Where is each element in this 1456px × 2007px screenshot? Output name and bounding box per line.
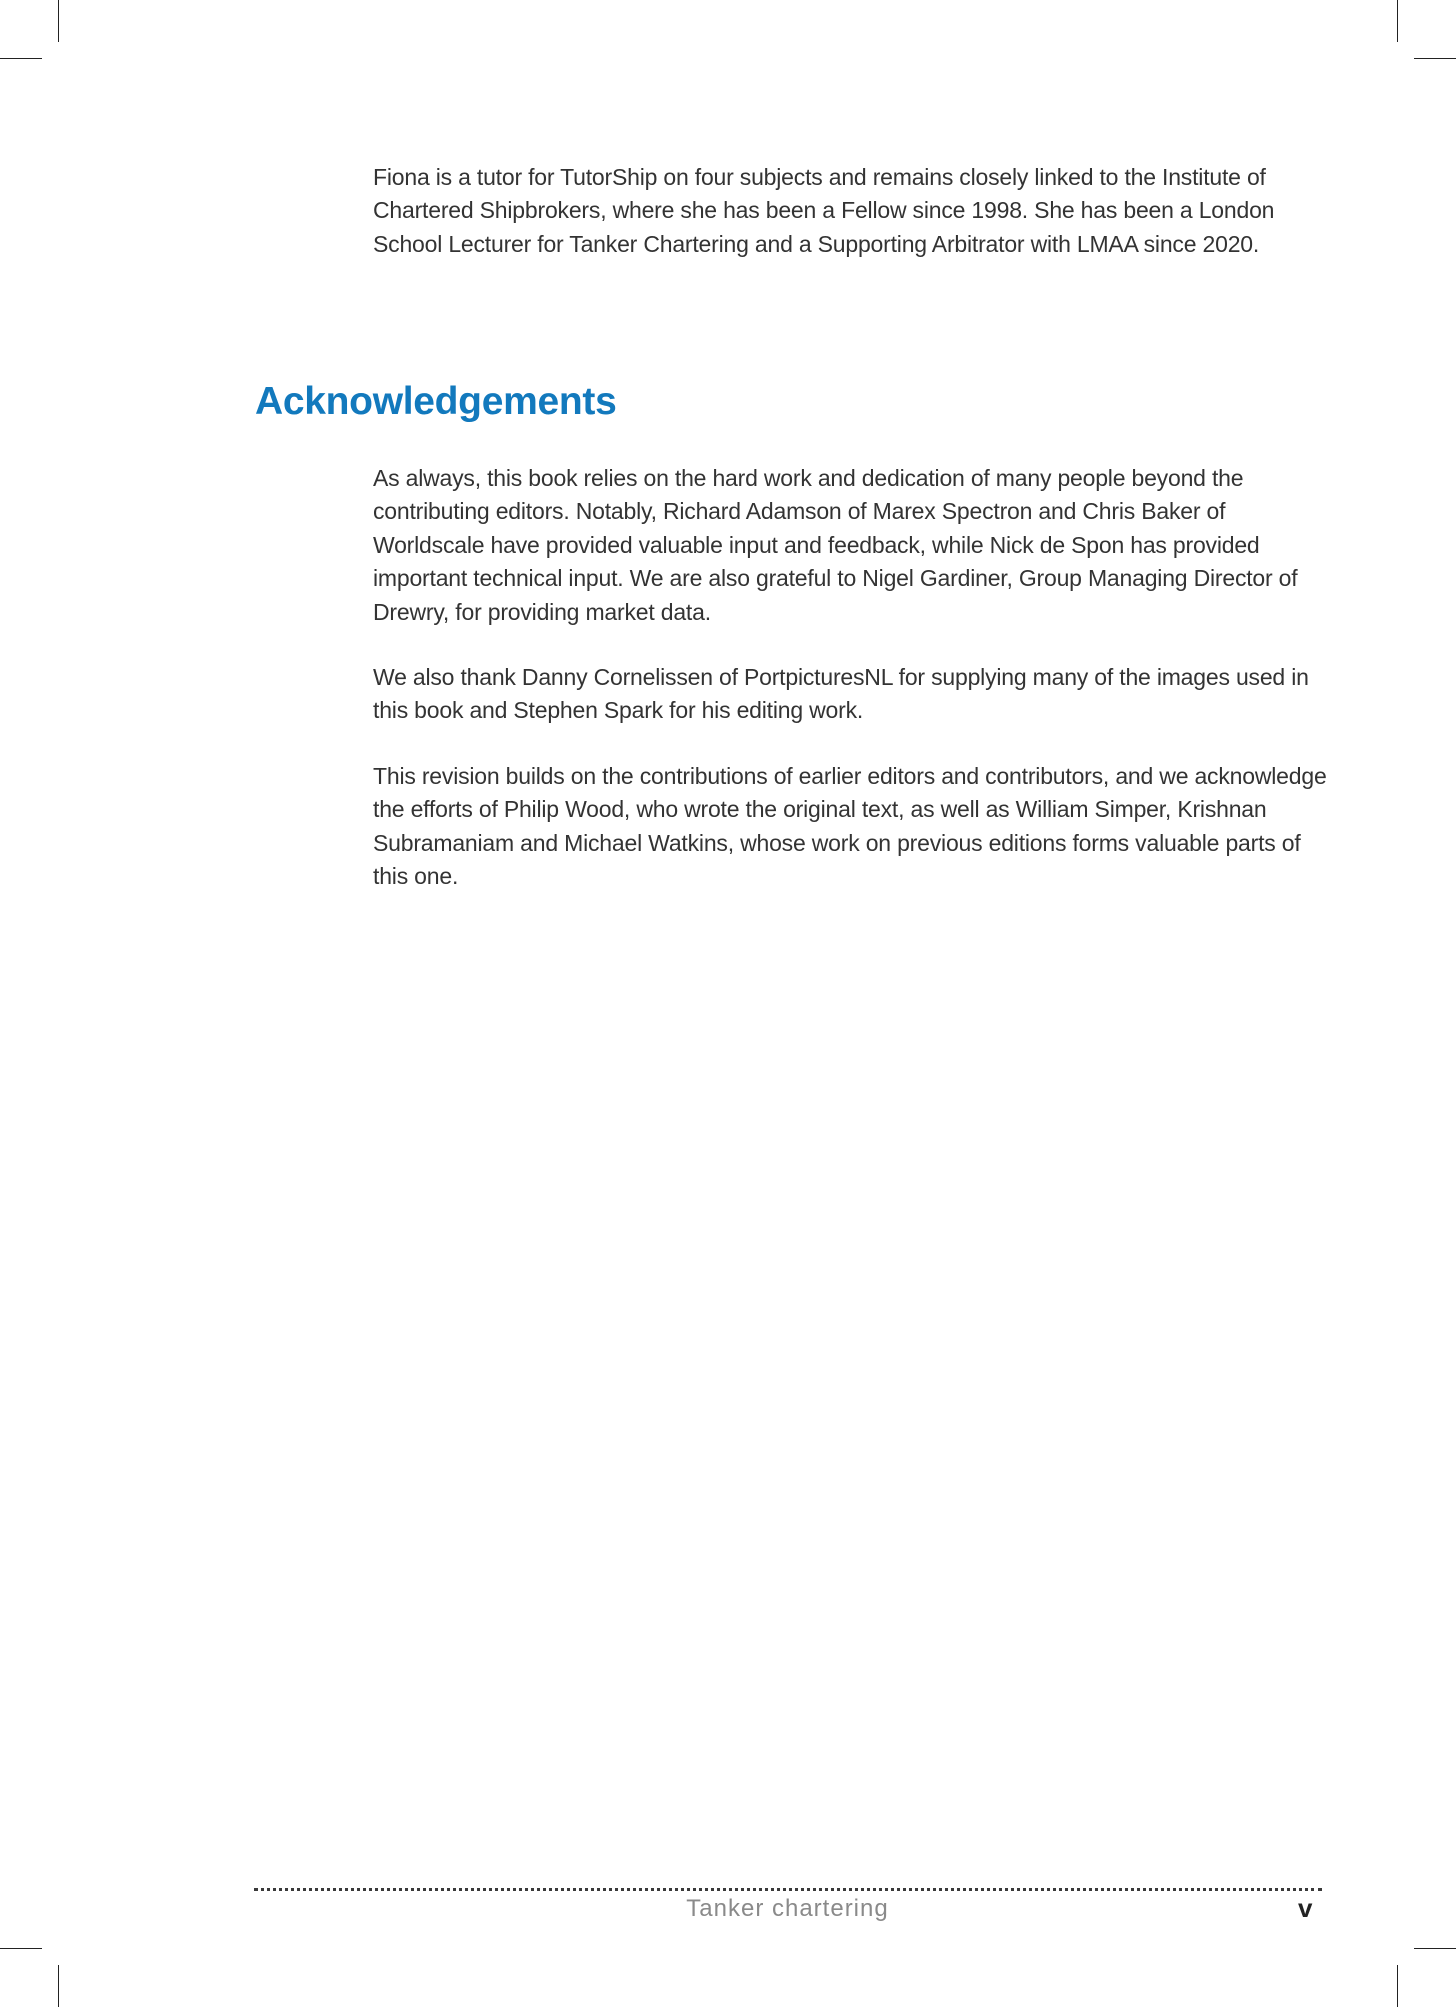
acknowledgements-paragraph-1: As always, this book relies on the hard work and dedication of many people beyond the contributing editors. Notably, Richard Adamson of Marex Spectron and Chris Baker of Worldscale have provided valuable input and feedback, while Nick de Spon has provided important technical input. We are also grateful to Nigel Gardiner, Group Managing Director of Drewry, for providing market data. — [373, 465, 1298, 625]
page-number: v — [1298, 1893, 1313, 1923]
acknowledgements-heading: Acknowledgements — [255, 380, 617, 423]
acknowledgements-paragraph-3: This revision builds on the contributions of earlier editors and contributors, and we acknowledge the efforts of Philip Wood, who wrote the original text, as well as William Simper, Krishnan Subramaniam and Michael Watkins, whose work on previous editions forms valuable parts of this one. — [373, 763, 1327, 890]
footer-dotted-rule — [254, 1888, 1322, 1891]
author-bio-paragraph: Fiona is a tutor for TutorShip on four subjects and remains closely linked to the Institute of Chartered Shipbrokers, where she has been a Fellow since 1998. She has been a London School Lecturer for Tanker Chartering and a Supporting Arbitrator with LMAA since 2020. — [373, 164, 1275, 257]
acknowledgements-paragraph-2: We also thank Danny Cornelissen of PortpicturesNL for supplying many of the images used in this book and Stephen Spark for his editing work. — [373, 664, 1309, 724]
footer-book-title: Tanker chartering — [686, 1895, 889, 1922]
